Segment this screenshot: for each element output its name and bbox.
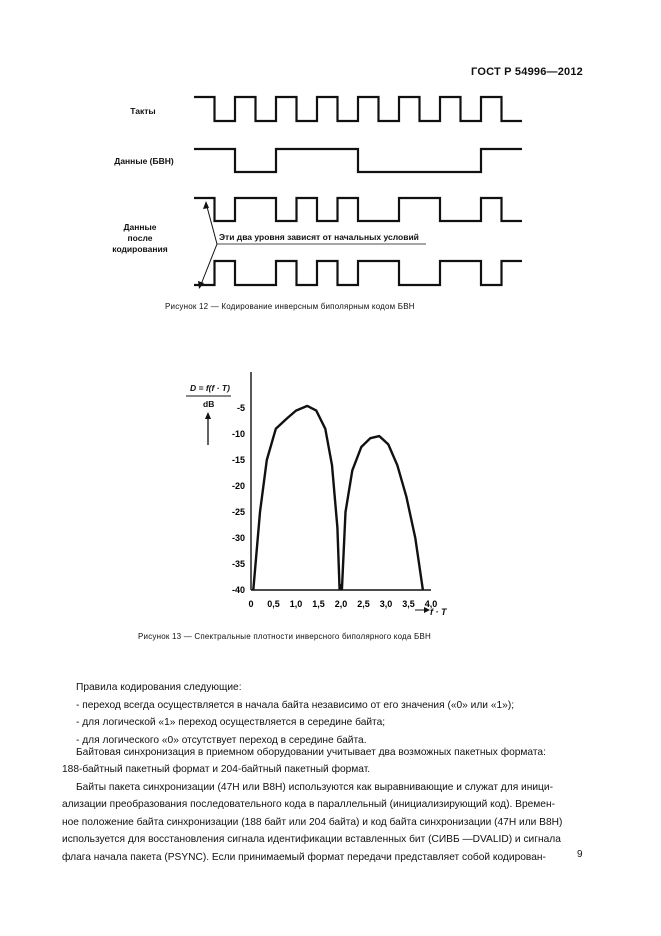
rule-2: - для логической «1» переход осуществляется в середине байта; bbox=[76, 717, 386, 728]
y-tick-label: -30 bbox=[231, 533, 245, 543]
paragraph-sync bbox=[76, 744, 586, 762]
y-tick-label: -20 bbox=[231, 481, 245, 491]
spectrum-lobe-2 bbox=[342, 436, 423, 590]
encoded-label-line1: Данные bbox=[123, 222, 157, 232]
para2-line2: ализации преобразования последовательного кода в параллельный (инициализирующий код). Времен- bbox=[62, 799, 555, 810]
para1-line1: Байтовая синхронизация в приемном оборудовании учитывает два возможных пакетных формата: bbox=[76, 747, 546, 758]
y-tick-label: -5 bbox=[236, 403, 245, 413]
x-tick-label: 4,0 bbox=[424, 599, 438, 609]
chart-ylabel-top: D = f(f · T) bbox=[190, 383, 230, 393]
encoded-label-line3: кодирования bbox=[112, 244, 168, 254]
body-text bbox=[76, 679, 586, 749]
series-lines bbox=[253, 406, 423, 590]
clock-label: Такты bbox=[130, 106, 156, 116]
document-id: ГОСТ Р 54996—2012 bbox=[471, 66, 583, 78]
para2-line1: Байты пакета синхронизации (47H или B8H) используются как выравнивающие и служат для иници- bbox=[76, 782, 553, 793]
x-tick-label: 0 bbox=[248, 599, 254, 609]
para2-line5: флага начала пакета (PSYNC). Если принимаемый формат передачи представляет собой кодирован- bbox=[62, 851, 546, 863]
paragraph-bytes bbox=[76, 779, 586, 797]
rule-3: - для логического «0» отсутствует переход в середине байта. bbox=[76, 734, 367, 746]
para2-line3: ное положение байта синхронизации (188 байт или 204 байта) и код байта синхронизации (47H или B8H) bbox=[62, 816, 563, 828]
y-tick-label: -35 bbox=[231, 559, 245, 569]
rules-intro: Правила кодирования следующие: bbox=[76, 682, 242, 693]
x-ticks bbox=[248, 599, 437, 609]
x-tick-label: 2,0 bbox=[334, 599, 348, 609]
rule-1: - переход всегда осуществляется в начала байта независимо от его значения («0» или «1»); bbox=[76, 699, 515, 711]
figure12-caption: Рисунок 12 — Кодирование инверсным биполярным кодом БВН bbox=[165, 302, 415, 311]
x-tick-label: 1,5 bbox=[312, 599, 325, 609]
para2-line4: используется для восстановления сигнала идентификации вставленных бит (СИВБ —DVALID) и сигнала bbox=[62, 834, 561, 845]
data-label: Данные (БВН) bbox=[114, 156, 174, 166]
y-tick-label: -40 bbox=[231, 585, 245, 595]
figure13-caption: Рисунок 13 — Спектральные плотности инверсного биполярного кода БВН bbox=[138, 632, 431, 641]
paragraph-bytes-cont bbox=[62, 796, 586, 866]
initial-conditions-annotation: Эти два уровня зависят от начальных условий bbox=[219, 232, 419, 242]
page-number: 9 bbox=[577, 849, 583, 860]
y-tick-label: -15 bbox=[231, 455, 245, 465]
chart-xlabel: f · T bbox=[430, 607, 447, 617]
y-tick-label: -25 bbox=[231, 507, 245, 517]
paragraph-sync-cont bbox=[62, 761, 586, 779]
y-ticks bbox=[232, 403, 245, 595]
y-tick-label: -10 bbox=[231, 429, 245, 439]
chart-ylabel-unit: dB bbox=[203, 399, 215, 409]
x-tick-label: 1,0 bbox=[289, 599, 303, 609]
x-tick-label: 3,5 bbox=[402, 599, 415, 609]
encoded-label-line2: после bbox=[127, 233, 153, 243]
x-tick-label: 0,5 bbox=[267, 599, 280, 609]
para1-line2: 188-байтный пакетный формат и 204-байтный пакетный формат. bbox=[62, 764, 371, 775]
spectrum-lobe-1 bbox=[253, 406, 339, 590]
y-arrow-head bbox=[205, 412, 211, 419]
x-tick-label: 2,5 bbox=[357, 599, 370, 609]
x-tick-label: 3,0 bbox=[379, 599, 393, 609]
